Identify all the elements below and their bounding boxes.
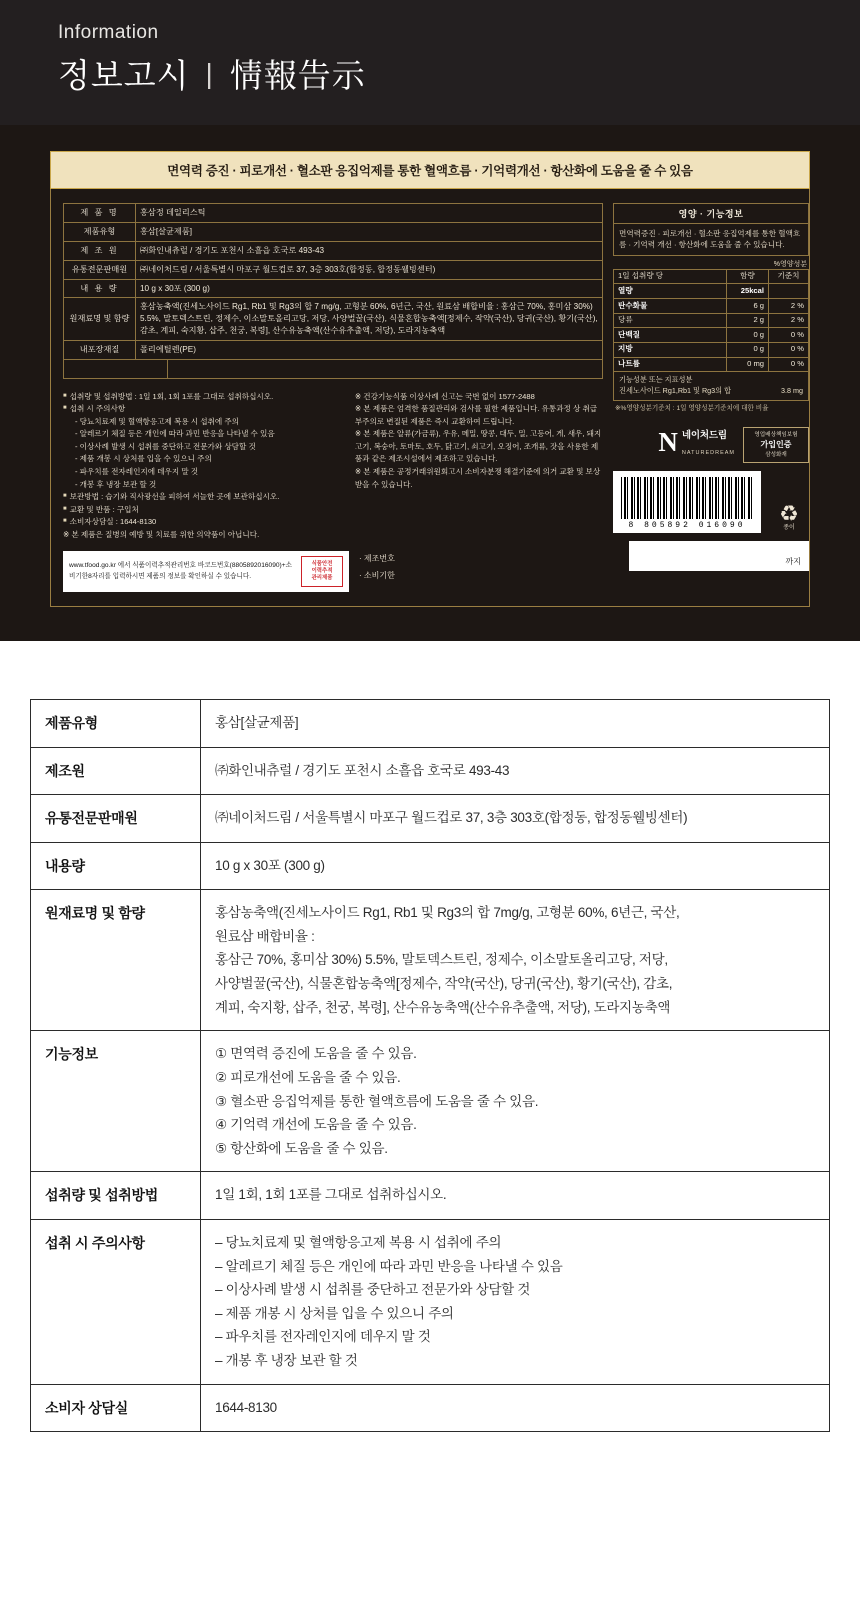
insurance-badge [743, 427, 809, 463]
spec-value [201, 795, 830, 843]
nutrition-amount-header: 함량 [727, 269, 769, 284]
nutrient-percent: 2 % [769, 313, 809, 328]
spec-line: 홍삼[살균제품] [215, 715, 299, 731]
label-right-column [613, 203, 809, 592]
table-row [64, 241, 603, 260]
note-line: - 이상사례 발생 시 섭취를 중단하고 전문가와 상담할 것 [75, 441, 256, 451]
note-line: ■ 보관방법 : 습기와 직사광선을 피하여 서늘한 곳에 보관하십시오. [63, 492, 280, 502]
row-value: ㈜화인내츄럴 / 경기도 포천시 소흘읍 호국로 493-43 [136, 241, 603, 260]
nutrition-serving-header: 1일 섭취량 당 [614, 269, 727, 284]
spec-line: 1일 1회, 1회 1포를 그대로 섭취하십시오. [215, 1187, 447, 1203]
package-value: 폴리에틸렌(PE) [136, 341, 603, 360]
traceability-badge-icon: 식품안전 이력추적 관리제품 [301, 556, 343, 587]
note-line: ※ 본 제품은 공정거래위원회고시 소비자분쟁 해결기준에 의거 교환 및 보상 받을 수 있습니다. [354, 467, 601, 489]
nutrient-percent: 0 % [769, 357, 809, 372]
table-row [64, 360, 603, 379]
nutrition-footnote: ※%영양성분기준치 : 1일 영양성분기준치에 대한 비율 [615, 404, 769, 412]
spec-value [201, 700, 830, 748]
table-row [31, 1384, 830, 1432]
insurance-top-text: 영업배상책임보험 [754, 431, 798, 438]
spec-line: ⑤ 항산화에 도움을 줄 수 있음. [215, 1140, 388, 1156]
row-key: 제 조 원 [64, 241, 136, 260]
table-row [614, 313, 809, 328]
spec-key: 섭취량 및 섭취방법 [31, 1172, 201, 1220]
row-key: 제 품 명 [64, 204, 136, 223]
expiry-key-spacer [64, 360, 168, 379]
spec-key: 원재료명 및 함량 [31, 890, 201, 1031]
spec-value [201, 1384, 830, 1432]
nutrition-title: 영양 · 기능정보 [613, 203, 809, 224]
spec-value [201, 890, 830, 1031]
header-cjk-title: 情報告示 [229, 57, 366, 94]
manufacture-labels [359, 551, 451, 592]
table-row [31, 1031, 830, 1172]
food-traceability-box [63, 551, 349, 592]
notes-column-right [355, 391, 603, 541]
spec-key: 내용량 [31, 842, 201, 890]
table-row-packaging [64, 341, 603, 360]
mfg-number-label: · 제조번호 [359, 554, 395, 564]
brand-subtitle: NATUREDREAM [681, 449, 735, 456]
specification-table [30, 699, 830, 1432]
label-info-table [63, 203, 603, 360]
note-line: ■ 교환 및 반품 : 구입처 [63, 504, 139, 514]
spec-line: 홍삼근 70%, 홍미삼 30%) 5.5%, 말토덱스트린, 정제수, 이소말토올리고당, 저당, [215, 952, 668, 968]
label-notes [63, 391, 603, 541]
spec-line: 홍삼농축액(진세노사이드 Rg1, Rb1 및 Rg3의 합 7mg/g, 고형분 60%, 6년근, 국산, [215, 905, 680, 921]
spec-line: ㈜화인내츄럴 / 경기도 포천시 소흘읍 호국로 493-43 [215, 762, 510, 778]
certification-row [613, 427, 809, 463]
functional-label: 기능성분 또는 지표성분 [619, 375, 693, 385]
table-row [614, 342, 809, 357]
nutrition-percent-header: %영양성분 [773, 260, 807, 268]
header-english-title: Information [58, 22, 159, 43]
nutrient-percent [769, 284, 809, 299]
nutrition-table [613, 269, 809, 372]
product-label-section [0, 125, 860, 641]
row-key: 유통전문판매원 [64, 260, 136, 279]
nutrient-name: 지방 [614, 342, 727, 357]
spec-line: 10 g x 30포 (300 g) [215, 857, 325, 873]
spec-key: 유통전문판매원 [31, 795, 201, 843]
note-line: ■ 소비자상담실 : 1644-8130 [63, 517, 157, 527]
nutrient-amount: 0 g [727, 342, 769, 357]
spec-key: 섭취 시 주의사항 [31, 1219, 201, 1384]
table-row [64, 204, 603, 223]
spec-value [201, 747, 830, 795]
note-line: - 개봉 후 냉장 보관 할 것 [75, 479, 157, 489]
label-left-column [63, 203, 603, 592]
table-row [64, 279, 603, 298]
spec-line: – 알레르기 체질 등은 개인에 따라 과민 반응을 나타낼 수 있음 [215, 1258, 563, 1274]
note-line: ※ 본 제품은 엄격한 품질관리와 검사를 필한 제품입니다. 유통과정 상 취급 부주의로 변질된 제품은 즉시 교환하여 드립니다. [354, 404, 598, 426]
traceability-text: www.tfood.go.kr 에서 식품이력추적관리번호 바코드번호(8805892016090)+소비기한8자리를 입력하시면 제품의 정보를 확인하실 수 있습니다. [69, 562, 292, 580]
table-row [31, 747, 830, 795]
note-line: ■ 섭취량 및 섭취방법 : 1일 1회, 1회 1포를 그대로 섭취하십시오. [63, 391, 274, 401]
spec-value [201, 1219, 830, 1384]
insurance-main-text: 가입인증 [760, 440, 792, 450]
ingredient-value: 홍삼농축액(진세노사이드 Rg1, Rb1 및 Rg3의 합 7 mg/g, 고형분 60%, 6년근, 국산, 원료삼 배합비율 : 홍삼근 70%, 홍미삼 30%) 5.5%, 말토덱스트린, 정제수, 이소말토올리고당, 저당, 사양벌꿀(국산), 식물혼합농축액[정제수, 작약(국산), 당귀(국산), 황기(국산), 감초, 계피, 숙지황, 삽주, 천궁, 복령], 산수유농축액(산수유추출액, 저당), 도라지농축액 [136, 298, 603, 341]
package-key: 내포장재질 [64, 341, 136, 360]
note-line: - 알레르기 체질 등은 개인에 따라 과민 반응을 나타낼 수 있음 [75, 429, 275, 439]
page-header [0, 0, 860, 125]
table-header-row [614, 269, 809, 284]
label-footer-row [63, 551, 603, 592]
recycle-icon: ♻ [779, 500, 799, 526]
specification-section [0, 641, 860, 1492]
row-value: 10 g x 30포 (300 g) [136, 279, 603, 298]
row-value: ㈜네이처드림 / 서울특별시 마포구 월드컵로 37, 3층 303호(합정동, 합정동웰빙센터) [136, 260, 603, 279]
note-line: - 제품 개봉 시 상처를 입을 수 있으니 주의 [75, 454, 212, 464]
nutrient-amount: 0 mg [727, 357, 769, 372]
spec-line: ② 피로개선에 도움을 줄 수 있음. [215, 1069, 401, 1085]
spec-line: – 파우치를 전자레인지에 데우지 말 것 [215, 1329, 431, 1345]
note-line: - 파우치를 전자레인지에 데우지 말 것 [75, 467, 199, 476]
functional-ingredient-block [613, 372, 809, 401]
nutrient-amount: 2 g [727, 313, 769, 328]
nutrient-name: 나트륨 [614, 357, 727, 372]
nutrient-name: 탄수화물 [614, 299, 727, 314]
table-row [614, 328, 809, 343]
table-row [64, 260, 603, 279]
nutrient-amount: 25kcal [727, 284, 769, 299]
nutrient-percent: 0 % [769, 328, 809, 343]
row-key: 내 용 량 [64, 279, 136, 298]
table-row [614, 299, 809, 314]
spec-line: 원료삼 배합비율 : [215, 928, 315, 944]
nutrient-name: 당류 [614, 313, 727, 328]
spec-value [201, 842, 830, 890]
spec-value [201, 1031, 830, 1172]
nutrition-percent-basis-header: 기준치 [769, 269, 809, 284]
nutrient-name: 열량 [614, 284, 727, 299]
nutrition-claim: 면역력증진 · 피로개선 · 혈소판 응집억제를 통한 혈액흐름 · 기억력 개선 · 항산화에 도움을 줄 수 있습니다. [613, 224, 809, 256]
table-row [31, 700, 830, 748]
spec-line: – 개봉 후 냉장 보관 할 것 [215, 1353, 358, 1369]
brand-logo [658, 427, 735, 459]
claim-banner: 면역력 증진 · 피로개선 · 혈소판 응집억제를 통한 혈액흐름 · 기억력개선 · 항산화에 도움을 줄 수 있음 [50, 151, 810, 189]
recycle-mark [769, 500, 809, 533]
table-row-ingredients [64, 298, 603, 341]
table-row [31, 890, 830, 1031]
notes-column-left [63, 391, 341, 541]
row-key: 제품유형 [64, 222, 136, 241]
spec-key: 기능정보 [31, 1031, 201, 1172]
header-divider: | [205, 57, 214, 89]
brand-name: 네이처드림 [681, 429, 727, 441]
barcode-bars-icon [621, 477, 753, 519]
row-value: 홍삼정 데일리스틱 [136, 204, 603, 223]
spec-key: 제조원 [31, 747, 201, 795]
ingredient-key: 원재료명 및 함량 [64, 298, 136, 341]
nutrient-percent: 2 % [769, 299, 809, 314]
note-line: ※ 본 제품은 알류(가금류), 우유, 메밀, 땅콩, 대두, 밀, 고등어, 게, 새우, 돼지고기, 복숭아, 토마토, 호두, 닭고기, 쇠고기, 오징어, 조개류, 잣을 사용한 제품과 같은 제조시설에서 제조하고 있습니다. [354, 429, 602, 464]
spec-line: – 당뇨치료제 및 혈액항응고제 복용 시 섭취에 주의 [215, 1234, 502, 1250]
spec-line: 사양벌꿀(국산), 식물혼합농축액[정제수, 작약(국산), 당귀(국산), 황기(국산), 감초, [215, 976, 673, 992]
spec-line: ① 면역력 증진에 도움을 줄 수 있음. [215, 1046, 417, 1062]
spec-line: ③ 혈소판 응집억제를 통한 혈액흐름에 도움을 줄 수 있음. [215, 1093, 539, 1109]
spec-value [201, 1172, 830, 1220]
recycle-label: 종이 [783, 524, 795, 531]
nutrient-amount: 0 g [727, 328, 769, 343]
until-label: 까지 [785, 556, 801, 566]
table-row [31, 842, 830, 890]
barcode-row [613, 471, 809, 533]
table-row [614, 357, 809, 372]
functional-value: 3.8 mg [781, 385, 803, 395]
spec-line: 1644-8130 [215, 1399, 277, 1415]
spec-line: ㈜네이처드림 / 서울특별시 마포구 월드컵로 37, 3층 303호(합정동, 합정동웰빙센터) [215, 810, 688, 826]
note-line: - 당뇨치료제 및 혈액항응고제 복용 시 섭취에 주의 [75, 416, 240, 426]
naturedream-logo-icon: N [658, 427, 678, 458]
insurance-company: 삼성화재 [765, 451, 787, 458]
row-value: 홍삼[살균제품] [136, 222, 603, 241]
expiry-date-label: · 소비기한 [359, 570, 395, 580]
table-row [31, 795, 830, 843]
table-row [31, 1219, 830, 1384]
barcode-number: 8 805892 016090 [628, 520, 746, 530]
spec-key: 제품유형 [31, 700, 201, 748]
expiry-spacer [168, 360, 603, 379]
note-line: ※ 건강기능식품 이상사례 신고는 국번 없이 1577-2488 [354, 391, 535, 401]
functional-name: 진세노사이드 Rg1,Rb1 및 Rg3의 합 [619, 385, 732, 395]
nutrient-percent: 0 % [769, 342, 809, 357]
spec-line: 계피, 숙지황, 삽주, 천궁, 복령], 산수유농축액(산수유추출액, 저당), 도라지농축액 [215, 999, 671, 1015]
table-row [64, 222, 603, 241]
table-row [31, 1172, 830, 1220]
expiry-print-box [629, 541, 809, 571]
label-expiry-table [63, 359, 603, 379]
nutrient-amount: 6 g [727, 299, 769, 314]
spec-key: 소비자 상담실 [31, 1384, 201, 1432]
nutrient-name: 단백질 [614, 328, 727, 343]
spec-line: – 제품 개봉 시 상처를 입을 수 있으니 주의 [215, 1305, 454, 1321]
spec-line: – 이상사례 발생 시 섭취를 중단하고 전문가와 상담할 것 [215, 1282, 531, 1298]
header-korean-title: 정보고시 [58, 57, 190, 94]
barcode [613, 471, 761, 533]
note-line: ※ 본 제품은 질병의 예방 및 치료를 위한 의약품이 아닙니다. [63, 529, 260, 539]
note-line: ■ 섭취 시 주의사항 [63, 404, 126, 414]
page-title [58, 50, 860, 97]
spec-line: ④ 기억력 개선에 도움을 줄 수 있음. [215, 1117, 417, 1133]
table-row [614, 284, 809, 299]
